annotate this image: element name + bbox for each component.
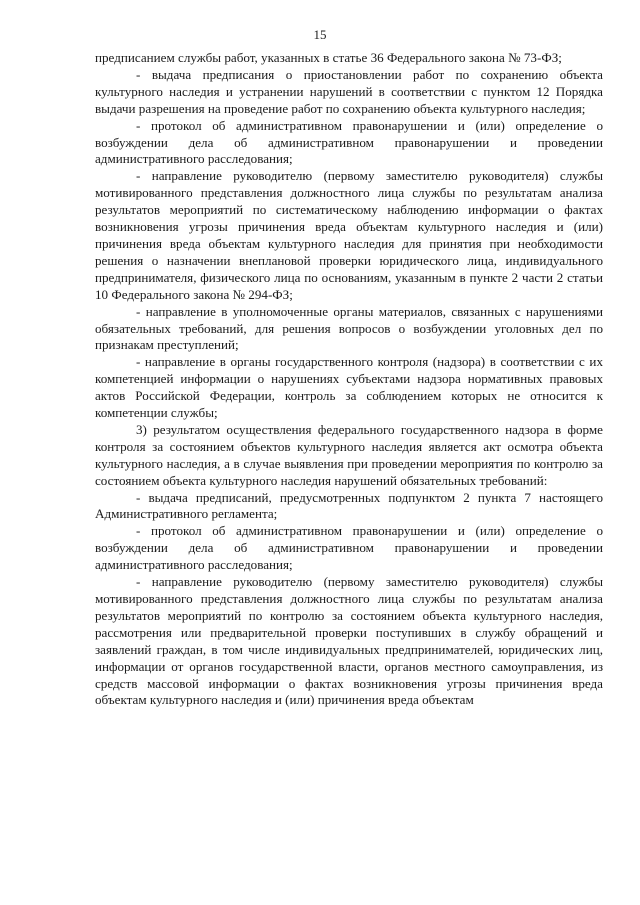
page-number: 15	[313, 27, 327, 42]
paragraph-motivated-submission-2: - направление руководителю (первому заместителю руководителя) службы мотивированного представления должностного лица службы по результатам анализа результатов мероприятий по контролю за состоянием объекта культурного наследия, рассмотрения или предварительной проверки поступивших в службу обращений и заявлений граждан, в том числе индивидуальных предпринимателей, юридических лиц, информации от органов государственной власти, органов местного самоуправления, из средств массовой информации о фактах возникновения угрозы причинения вреда объектам культурного наследия и (или) причинения вреда объектам	[95, 574, 603, 708]
paragraph-control-bodies-referral: - направление в органы государственного контроля (надзора) в соответствии с их компетенцией информации о нарушениях субъектами надзора нормативных правовых актов Российской Федерации, контроль за соблюдением которых не относится к компетенции службы;	[95, 354, 603, 421]
paragraph-protocol: - протокол об административном правонарушении и (или) определение о возбуждении дела об административном правонарушении и проведении административного расследования;	[95, 117, 603, 167]
paragraph-order-suspension: - выдача предписания о приостановлении работ по сохранению объекта культурного наследия и устранении нарушений в соответствии с пунктом 12 Порядка выдачи разрешения на проведение работ по сохранению объекта культурного наследия;	[95, 66, 603, 116]
paragraph-continuation: предписанием службы работ, указанных в статье 36 Федерального закона № 73-ФЗ;	[95, 50, 562, 65]
paragraph-protocol-2: - протокол об административном правонарушении и (или) определение о возбуждении дела об административном правонарушении и проведении административного расследования;	[95, 523, 603, 573]
paragraph-motivated-submission: - направление руководителю (первому заместителю руководителя) службы мотивированного представления должностного лица службы по результатам анализа результатов мероприятий по систематическому наблюдению информации о фактах возникновения угрозы причинения вреда объектам культурного наследия и (или) причинения вреда объектам культурного наследия для принятия при необходимости решения о назначении внеплановой проверки юридического лица, индивидуального предпринимателя, физического лица по основаниям, указанным в пункте 2 части 2 статьи 10 Федерального закона № 294-ФЗ;	[95, 168, 603, 302]
document-body	[95, 50, 603, 709]
paragraph-issuing-orders: - выдача предписаний, предусмотренных подпунктом 2 пункта 7 настоящего Административного регламента;	[95, 489, 603, 522]
paragraph-item-3: 3) результатом осуществления федерального государственного надзора в форме контроля за состоянием объектов культурного наследия является акт осмотра объекта культурного наследия, а в случае выявления при проведении мероприятия по контролю за состоянием объекта культурного наследия нарушений обязательных требований:	[95, 421, 603, 488]
paragraph-materials-referral: - направление в уполномоченные органы материалов, связанных с нарушениями обязательных требований, для решения вопросов о возбуждении уголовных дел по признакам преступлений;	[95, 303, 603, 353]
